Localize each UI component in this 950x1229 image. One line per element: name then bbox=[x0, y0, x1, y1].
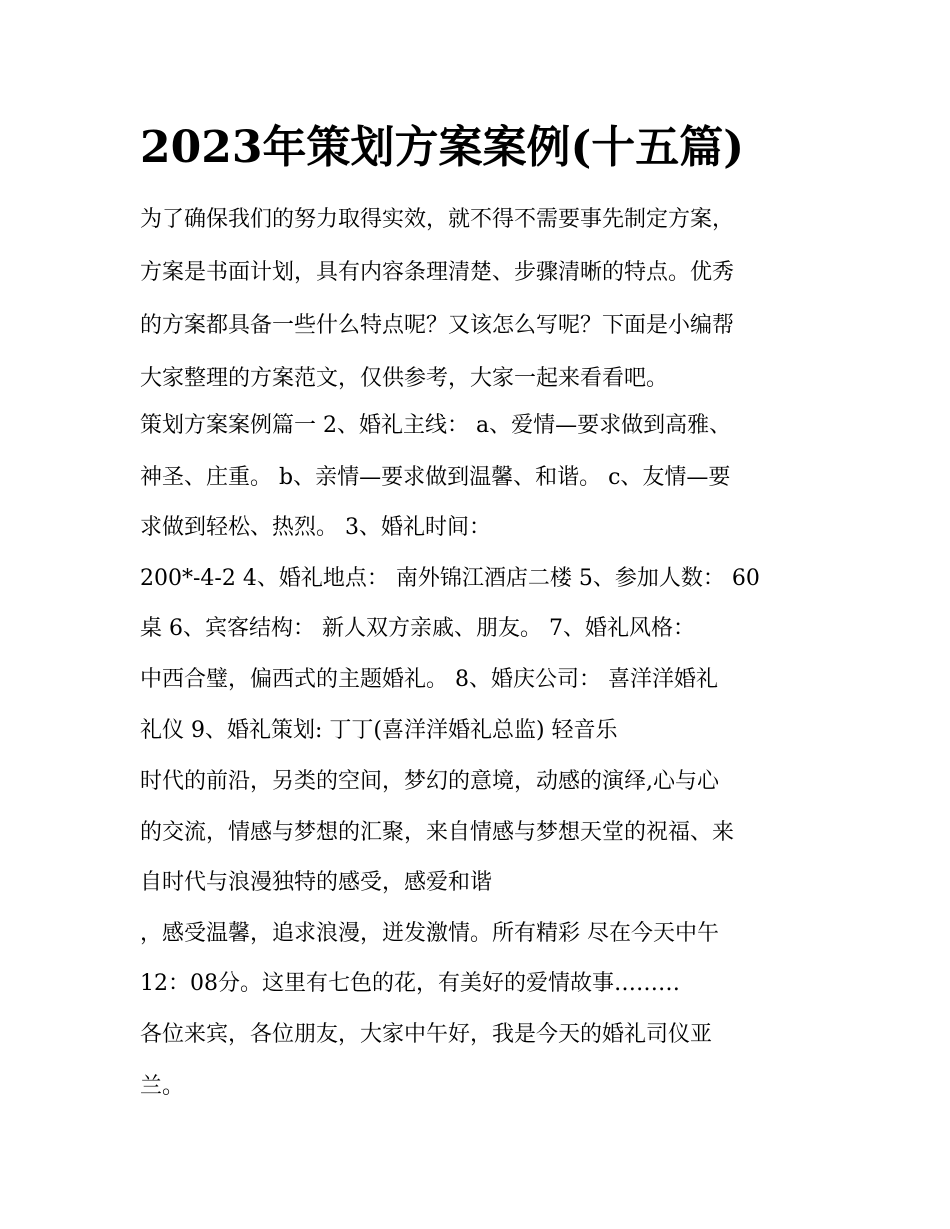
paragraph-line: 各位来宾，各位朋友，大家中午好，我是今天的婚礼司仪亚 bbox=[140, 1022, 713, 1047]
paragraph-line: 礼仪 9、婚礼策划: 丁丁(喜洋洋婚礼总监) 轻音乐 bbox=[140, 718, 618, 743]
paragraph-line: 自时代与浪漫独特的感受，感爱和谐 bbox=[140, 870, 493, 895]
paragraph-line: ，感受温馨，追求浪漫，迸发激情。所有精彩 尽在今天中午 bbox=[140, 921, 719, 946]
document-title: 2023年策划方案案例(十五篇) bbox=[140, 122, 745, 173]
paragraph-line: 求做到轻松、热烈。 3、婚礼时间： bbox=[140, 515, 491, 540]
paragraph-line: 兰。 bbox=[140, 1074, 185, 1099]
paragraph-line: 桌 6、宾客结构： 新人双方亲戚、朋友。 7、婚礼风格： bbox=[140, 616, 695, 641]
paragraph-line: 时代的前沿，另类的空间，梦幻的意境，动感的演绎,心与心 bbox=[140, 769, 719, 794]
paragraph-line: 方案是书面计划，具有内容条理清楚、步骤清晰的特点。优秀 bbox=[140, 260, 735, 285]
paragraph-line: 200*-4-2 4、婚礼地点： 南外锦江酒店二楼 5、参加人数： 60 bbox=[140, 566, 760, 591]
paragraph-line: 大家整理的方案范文，仅供参考，大家一起来看看吧。 bbox=[140, 366, 669, 391]
paragraph-line: 中西合璧，偏西式的主题婚礼。 8、婚庆公司： 喜洋洋婚礼 bbox=[140, 667, 718, 692]
paragraph-line: 策划方案案例篇一 2、婚礼主线： a、爱情—要求做到高雅、 bbox=[140, 413, 732, 438]
paragraph-line: 12：08分。这里有七色的花，有美好的爱情故事……… bbox=[140, 971, 680, 996]
paragraph-line: 神圣、庄重。 b、亲情—要求做到温馨、和谐。 c、友情—要 bbox=[140, 465, 731, 490]
paragraph-line: 的方案都具备一些什么特点呢？又该怎么写呢？下面是小编帮 bbox=[140, 313, 735, 338]
paragraph-line: 为了确保我们的努力取得实效，就不得不需要事先制定方案， bbox=[140, 207, 735, 232]
paragraph-line: 的交流，情感与梦想的汇聚，来自情感与梦想天堂的祝福、来 bbox=[140, 820, 735, 845]
